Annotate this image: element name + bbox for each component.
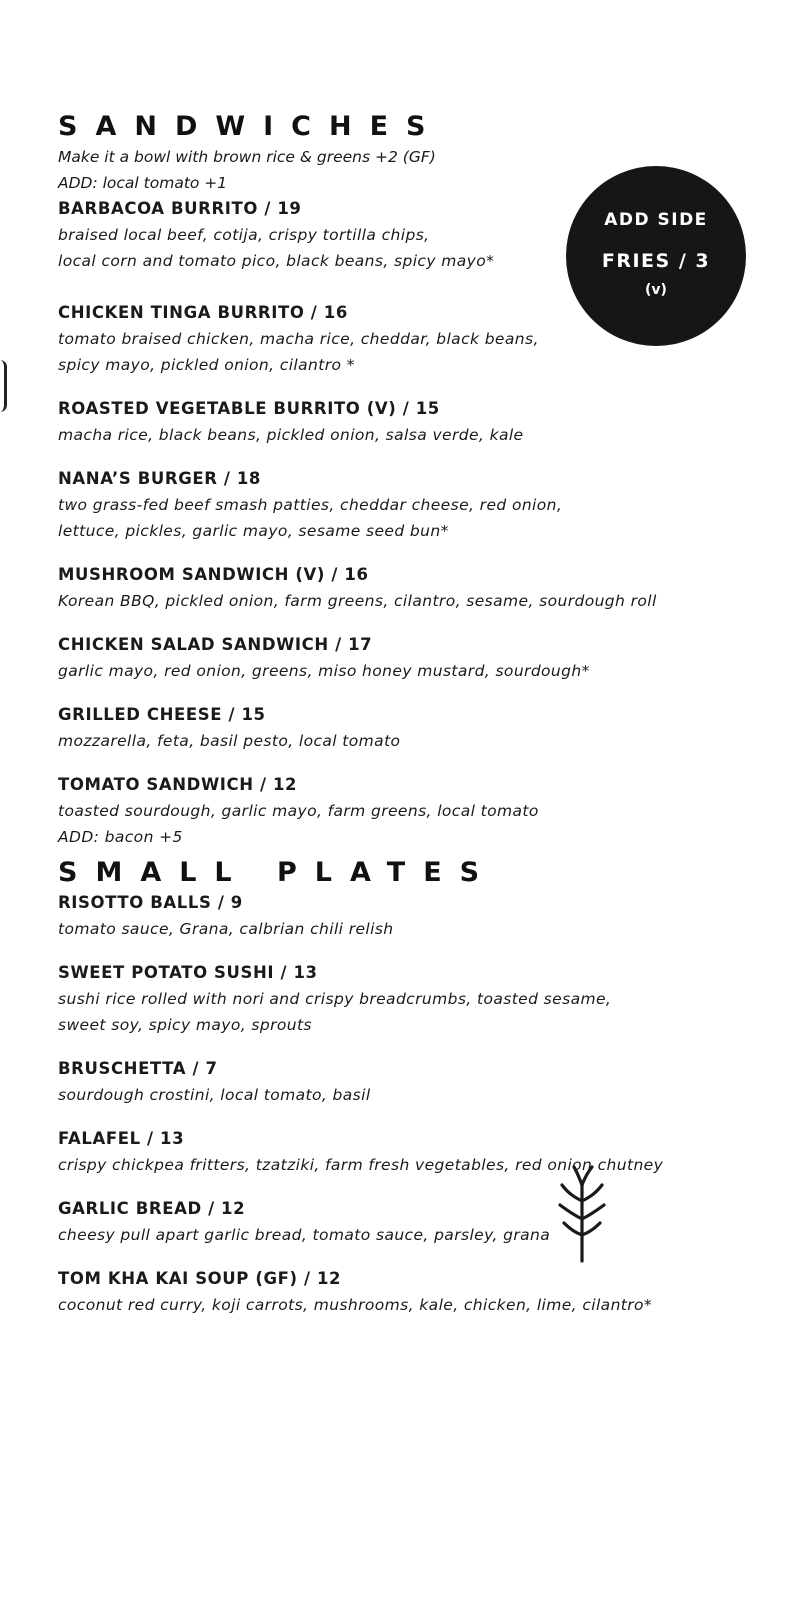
item-name: CHICKEN TINGA BURRITO / 16 [58,303,348,322]
item-description: garlic mayo, red onion, greens, miso honey mustard, sourdough* [58,662,590,680]
menu-item [58,890,778,942]
add-side-badge [566,166,746,346]
item-description: macha rice, black beans, pickled onion, salsa verde, kale [58,426,524,444]
item-name: BARBACOA BURRITO / 19 [58,199,302,218]
bowl-note: Make it a bowl with brown rice & greens +2 (GF) [58,148,436,166]
section-title-small-plates: SMALL PLATES [58,857,498,888]
item-name: CHICKEN SALAD SANDWICH / 17 [58,635,373,654]
item-name: BRUSCHETTA / 7 [58,1059,218,1078]
menu-item [58,960,778,1038]
item-name: TOM KHA KAI SOUP (GF) / 12 [58,1269,342,1288]
menu-item [58,1266,778,1318]
item-name: NANA’S BURGER / 18 [58,469,262,488]
item-name: ROASTED VEGETABLE BURRITO (V) / 15 [58,399,440,418]
item-description: cheesy pull apart garlic bread, tomato sauce, parsley, grana [58,1226,551,1244]
item-description: braised local beef, cotija, crispy tortilla chips, [58,226,430,244]
item-description: tomato braised chicken, macha rice, cheddar, black beans, [58,330,539,348]
menu-item [58,632,778,684]
item-description: sourdough crostini, local tomato, basil [58,1086,371,1104]
menu-item [58,562,778,614]
menu-item [58,702,778,754]
item-description: sweet soy, spicy mayo, sprouts [58,1016,312,1034]
menu-item [58,396,778,448]
menu-item [58,466,778,544]
item-name: GARLIC BREAD / 12 [58,1199,246,1218]
add-tomato-note: ADD: local tomato +1 [58,174,228,192]
badge-vegan-text: (v) [645,282,667,298]
item-name: TOMATO SANDWICH / 12 [58,775,298,794]
item-description: mozzarella, feta, basil pesto, local tomato [58,732,401,750]
item-description: lettuce, pickles, garlic mayo, sesame seed bun* [58,522,449,540]
menu-item [58,1196,778,1248]
item-description: crispy chickpea fritters, tzatziki, farm fresh vegetables, red onion chutney [58,1156,664,1174]
badge-add-side-text: ADD SIDE [604,210,708,230]
item-description: local corn and tomato pico, black beans, spicy mayo* [58,252,495,270]
item-description: tomato sauce, Grana, calbrian chili relish [58,920,394,938]
sprig-icon [552,1163,612,1263]
menu-item [58,772,778,850]
page-edge-mark [0,360,7,412]
item-description: toasted sourdough, garlic mayo, farm greens, local tomato [58,802,539,820]
menu-item [58,1126,778,1178]
item-name: MUSHROOM SANDWICH (V) / 16 [58,565,369,584]
badge-fries-text: FRIES / 3 [601,250,711,272]
item-description: sushi rice rolled with nori and crispy breadcrumbs, toasted sesame, [58,990,612,1008]
section-title-sandwiches: SANDWICHES [58,111,444,142]
item-name: GRILLED CHEESE / 15 [58,705,266,724]
item-description: two grass-fed beef smash patties, cheddar cheese, red onion, [58,496,563,514]
item-name: SWEET POTATO SUSHI / 13 [58,963,318,982]
item-description: spicy mayo, pickled onion, cilantro * [58,356,355,374]
menu-item [58,1056,778,1108]
item-description: coconut red curry, koji carrots, mushrooms, kale, chicken, lime, cilantro* [58,1296,653,1314]
item-description: ADD: bacon +5 [58,828,183,846]
item-name: RISOTTO BALLS / 9 [58,893,243,912]
item-description: Korean BBQ, pickled onion, farm greens, cilantro, sesame, sourdough roll [58,592,657,610]
item-name: FALAFEL / 13 [58,1129,185,1148]
